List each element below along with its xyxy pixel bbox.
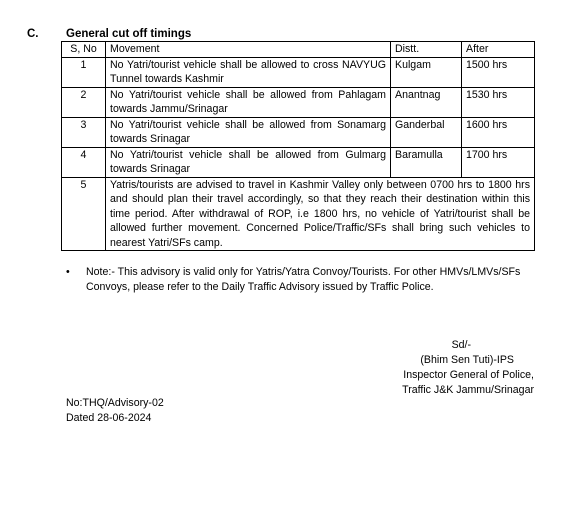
row-distt: Kulgam xyxy=(391,57,462,87)
row-sno: 2 xyxy=(62,87,106,117)
signature-block xyxy=(402,338,534,398)
reference-block xyxy=(66,396,164,426)
signature-sd: Sd/- xyxy=(451,339,471,351)
header-after: After xyxy=(462,42,535,58)
row-distt: Ganderbal xyxy=(391,117,462,147)
note-text: Note:- This advisory is valid only for Yatris/Yatra Convoy/Tourists. For other HMVs/LMVs/SFs Convoys, please refer to the Daily Traffic Advisory issued by Traffic Police. xyxy=(86,266,521,293)
table-row xyxy=(62,57,535,87)
table-row xyxy=(62,177,535,251)
bullet-icon: • xyxy=(66,266,70,278)
advisory-number: No:THQ/Advisory-02 xyxy=(66,397,164,409)
row-after: 1530 hrs xyxy=(462,87,535,117)
row-distt: Anantnag xyxy=(391,87,462,117)
table-header-row xyxy=(62,42,535,58)
row-after: 1600 hrs xyxy=(462,117,535,147)
signatory-office: Traffic J&K Jammu/Srinagar xyxy=(402,384,534,396)
section-title: General cut off timings xyxy=(66,28,192,40)
row-sno: 5 xyxy=(62,177,106,251)
header-distt: Distt. xyxy=(391,42,462,58)
row-distt: Baramulla xyxy=(391,147,462,177)
table-row xyxy=(62,87,535,117)
table-row xyxy=(62,117,535,147)
row-advisory-text: Yatris/tourists are advised to travel in Kashmir Valley only between 0700 hrs to 1800 hrs and should plan their travel accordingly, so that they reach their destination within this time period. After withdrawal of ROP, i.e 1800 hrs, no vehicle of Yatri/tourist shall be allowed further movement. Concerned Police/Traffic/SFs shall bring such vehicles to nearest Yatri/SFs camp. xyxy=(106,177,535,251)
row-movement: No Yatri/tourist vehicle shall be allowed to cross NAVYUG Tunnel towards Kashmir xyxy=(106,57,391,87)
note-paragraph xyxy=(66,265,546,295)
header-movement: Movement xyxy=(106,42,391,58)
header-sno: S, No xyxy=(62,42,106,58)
row-movement: No Yatri/tourist vehicle shall be allowed from Gulmarg towards Srinagar xyxy=(106,147,391,177)
row-movement: No Yatri/tourist vehicle shall be allowed from Sonamarg towards Srinagar xyxy=(106,117,391,147)
row-movement: No Yatri/tourist vehicle shall be allowed from Pahlagam towards Jammu/Srinagar xyxy=(106,87,391,117)
row-after: 1500 hrs xyxy=(462,57,535,87)
row-sno: 3 xyxy=(62,117,106,147)
signatory-designation: Inspector General of Police, xyxy=(403,369,534,381)
section-letter: C. xyxy=(27,28,39,40)
row-after: 1700 hrs xyxy=(462,147,535,177)
signatory-name: (Bhim Sen Tuti)-IPS xyxy=(420,354,514,366)
row-sno: 1 xyxy=(62,57,106,87)
advisory-date: Dated 28-06-2024 xyxy=(66,412,152,424)
cutoff-timings-table xyxy=(61,41,535,251)
row-sno: 4 xyxy=(62,147,106,177)
table-row xyxy=(62,147,535,177)
